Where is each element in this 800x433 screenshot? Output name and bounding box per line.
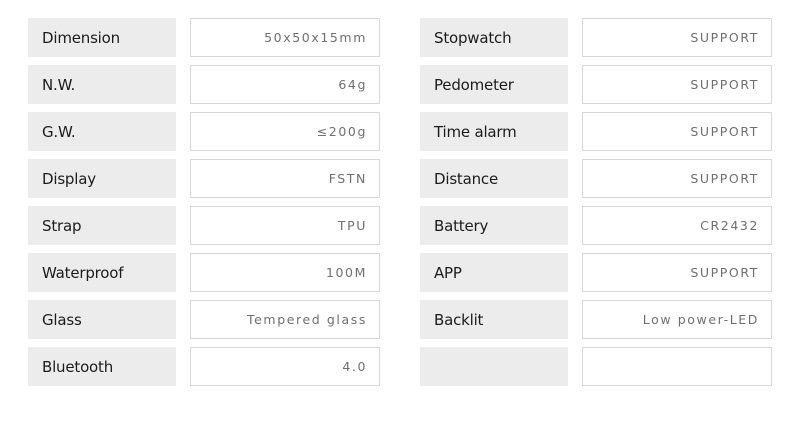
spec-column-left: [28, 18, 380, 415]
table-row: [420, 112, 772, 151]
spec-label: Glass: [28, 300, 176, 339]
table-row: [28, 206, 380, 245]
table-row: [420, 300, 772, 339]
spec-label: N.W.: [28, 65, 176, 104]
table-row: [28, 112, 380, 151]
table-row: [28, 159, 380, 198]
table-row: [420, 159, 772, 198]
spec-label: Dimension: [28, 18, 176, 57]
spec-label: Backlit: [420, 300, 568, 339]
spec-value: SUPPORT: [582, 18, 772, 57]
spec-label: Time alarm: [420, 112, 568, 151]
table-row: [28, 253, 380, 292]
spec-value: 64g: [190, 65, 380, 104]
spec-column-right: [420, 18, 772, 415]
spec-value: SUPPORT: [582, 112, 772, 151]
spec-label: Battery: [420, 206, 568, 245]
spec-label: Bluetooth: [28, 347, 176, 386]
spec-value: SUPPORT: [582, 159, 772, 198]
spec-label: Strap: [28, 206, 176, 245]
spec-value: Low power-LED: [582, 300, 772, 339]
spec-value: ≤200g: [190, 112, 380, 151]
table-row: [420, 347, 772, 386]
spec-value: [582, 347, 772, 386]
table-row: [28, 300, 380, 339]
spec-label: [420, 347, 568, 386]
spec-value: SUPPORT: [582, 253, 772, 292]
spec-label: Display: [28, 159, 176, 198]
spec-label: G.W.: [28, 112, 176, 151]
table-row: [28, 65, 380, 104]
spec-value: 100M: [190, 253, 380, 292]
spec-value: FSTN: [190, 159, 380, 198]
spec-value: Tempered glass: [190, 300, 380, 339]
spec-value: 4.0: [190, 347, 380, 386]
table-row: [28, 18, 380, 57]
spec-label: Stopwatch: [420, 18, 568, 57]
spec-label: Pedometer: [420, 65, 568, 104]
table-row: [420, 18, 772, 57]
spec-value: CR2432: [582, 206, 772, 245]
spec-label: Waterproof: [28, 253, 176, 292]
table-row: [420, 253, 772, 292]
spec-value: TPU: [190, 206, 380, 245]
spec-value: SUPPORT: [582, 65, 772, 104]
spec-label: APP: [420, 253, 568, 292]
spec-value: 50x50x15mm: [190, 18, 380, 57]
spec-label: Distance: [420, 159, 568, 198]
table-row: [420, 65, 772, 104]
table-row: [420, 206, 772, 245]
table-row: [28, 347, 380, 386]
